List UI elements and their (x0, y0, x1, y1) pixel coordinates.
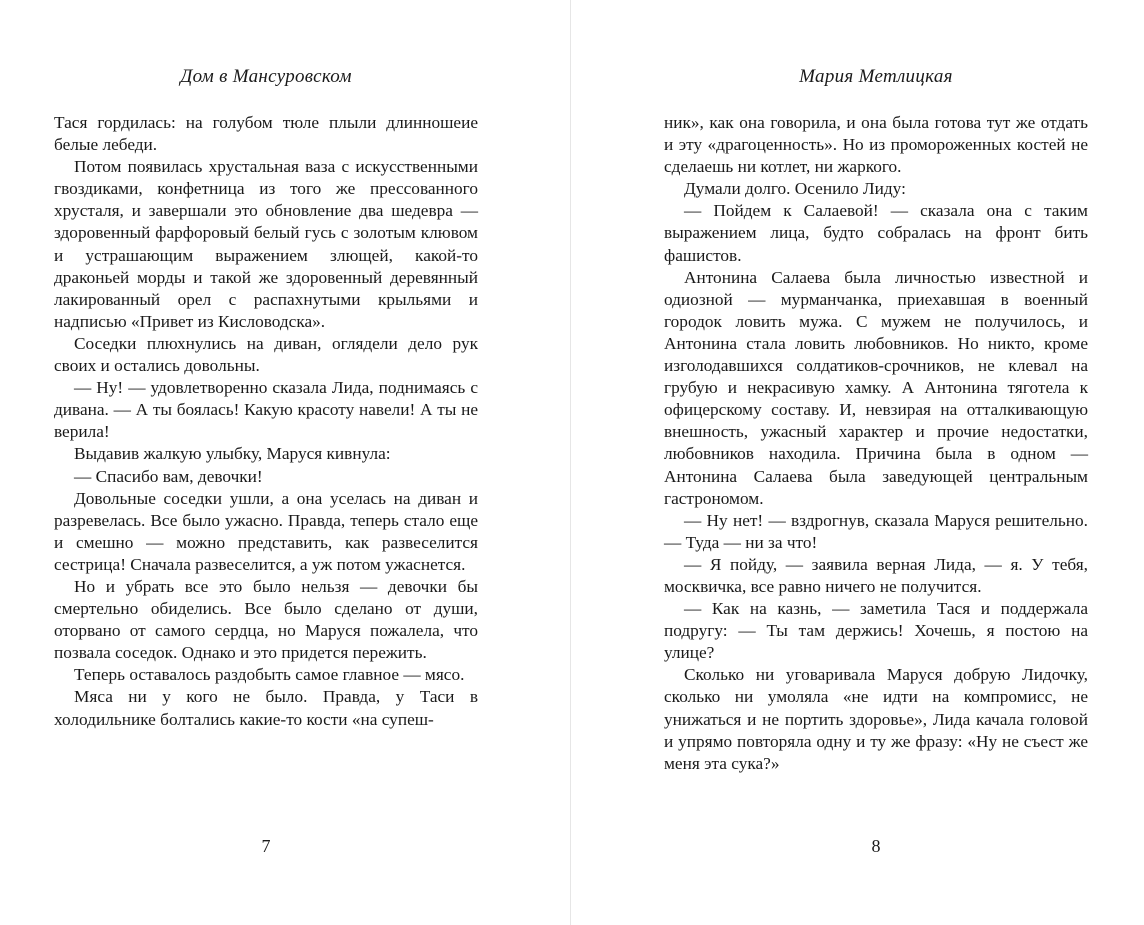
paragraph: Выдавив жалкую улыбку, Маруся кивнула: (74, 444, 391, 464)
right-body-text (664, 112, 1088, 775)
paragraph: — Пойдем к Салаевой! — сказала она с таким выражением лица, будто собралась на фронт бить фашистов. (664, 201, 1088, 265)
paragraph: Но и убрать все это было нельзя — девочки бы смертельно обиделись. Все было сделано от души, оторвано от самого сердца, но Маруся пожалела, что позвала соседок. Однако и это придется пережить. (54, 576, 478, 663)
right-page-number: 8 (871, 836, 881, 856)
paragraph: — Спасибо вам, девочки! (74, 466, 263, 486)
paragraph: — Я пойду, — заявила верная Лида, — я. У тебя, москвичка, все равно ничего не получится. (664, 554, 1088, 596)
paragraph: ник», как она говорила, и она была готова тут же отдать и эту «драгоценность». Но из промороженных костей не сделаешь ни котлет, ни жаркого. (664, 113, 1088, 177)
paragraph: Антонина Салаева была личностью известной и одиозной — мурманчанка, приехавшая в военный городок ловить мужа. С мужем не получилось, и Антонина стала ловить любовников. Но никто, кроме изголодавшихся солдатиков-срочников, не клевал на грубую и некрасивую хамку. А Антонина тяготела к офицерскому составу. И, невзирая на отталкивающую внешность, ужасный характер и прочие недостатки, любовников находила. Причина была в одном — Антонина Салаева была заведующей центральным гастрономом. (664, 267, 1088, 508)
left-body-text (54, 112, 478, 731)
paragraph: Думали долго. Осенило Лиду: (684, 179, 906, 199)
paragraph: Тася гордилась: на голубом тюле плыли длинношеие белые лебеди. (54, 113, 478, 155)
paragraph: Соседки плюхнулись на диван, оглядели дело рук своих и остались довольны. (54, 333, 478, 376)
paragraph: Теперь оставалось раздобыть самое главное — мясо. (74, 665, 465, 685)
right-running-head: Мария Метлицкая (799, 66, 953, 87)
left-page-number: 7 (261, 836, 271, 856)
right-page (664, 0, 1088, 925)
paragraph: Мяса ни у кого не было. Правда, у Таси в холодильнике болтались какие-то кости «на супеш- (54, 687, 478, 729)
page-gutter (570, 0, 571, 925)
paragraph: — Ну нет! — вздрогнув, сказала Маруся решительно. — Туда — ни за что! (664, 510, 1088, 552)
paragraph: Довольные соседки ушли, а она уселась на диван и разревелась. Все было ужасно. Правда, теперь стало еще и смешно — можно представить, как развеселится сестрица! Сначала развеселится, а уж потом ужаснется. (54, 488, 478, 574)
left-page (54, 0, 478, 925)
paragraph: Сколько ни уговаривала Маруся добрую Лидочку, сколько ни умоляла «не идти на компромисс, не унижаться и не портить здоровье», Лида качала головой и упрямо повторяла одну и ту же фразу: «Ну не съест же меня эта сука?» (664, 665, 1088, 773)
left-running-head: Дом в Мансуровском (180, 66, 352, 87)
paragraph: Потом появилась хрустальная ваза с искусственными гвоздиками, конфетница из того же прессованного хрусталя, и завершали это обновление два шедевра — здоровенный фарфоровый белый гусь с золотым клювом и устрашающим выражением злющей, какой-то драконьей морды и такой же здоровенный деревянный лакированный орел с распахнутыми крыльями и надписью «Привет из Кисловодска». (54, 157, 478, 331)
paragraph: — Как на казнь, — заметила Тася и поддержала подругу: — Ты там держись! Хочешь, я постою на улице? (664, 599, 1088, 663)
paragraph: — Ну! — удовлетворенно сказала Лида, поднимаясь с дивана. — А ты боялась! Какую красоту навели! А ты не верила! (54, 378, 478, 442)
